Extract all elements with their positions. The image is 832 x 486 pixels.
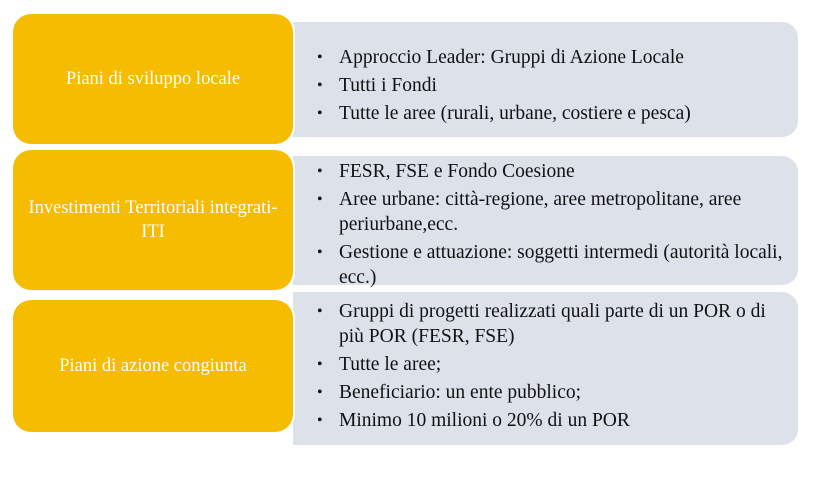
bullet-icon: • [317, 244, 323, 261]
bullet-icon: • [317, 303, 323, 320]
list-item: • Aree urbane: città-regione, aree metropolitane, aree periurbane,ecc. [317, 189, 742, 235]
category-title: Piani di azione congiunta [59, 356, 247, 376]
bullet-list [315, 159, 790, 290]
details-panel [293, 156, 798, 288]
category-box [13, 300, 293, 432]
list-item: • FESR, FSE e Fondo Coesione [317, 161, 575, 182]
list-item: • Gruppi di progetti realizzati quali parte di un POR o di più POR (FESR, FSE) [317, 301, 766, 347]
bullet-icon: • [317, 356, 323, 373]
bullet-list [315, 299, 790, 433]
row-local-development-plans [0, 14, 832, 144]
bullet-icon: • [317, 105, 323, 122]
bullet-icon: • [317, 384, 323, 401]
list-item: • Tutte le aree; [317, 354, 442, 375]
bullet-icon: • [317, 77, 323, 94]
category-box [13, 14, 293, 144]
list-item: • Approccio Leader: Gruppi di Azione Locale [317, 47, 684, 68]
details-panel [293, 292, 798, 445]
category-box [13, 150, 293, 290]
list-item: • Tutte le aree (rurali, urbane, costiere e pesca) [317, 103, 691, 124]
bullet-icon: • [317, 412, 323, 429]
bullet-icon: • [317, 191, 323, 208]
details-panel [293, 22, 798, 137]
bullet-icon: • [317, 49, 323, 66]
row-joint-action-plans [0, 300, 832, 440]
list-item: • Minimo 10 milioni o 20% di un POR [317, 410, 630, 431]
category-title: Investimenti Territoriali integrati-ITI [28, 198, 278, 242]
list-item: • Gestione e attuazione: soggetti intermedi (autorità locali, ecc.) [317, 242, 783, 288]
category-title: Piani di sviluppo locale [65, 69, 241, 89]
bullet-icon: • [317, 163, 323, 180]
list-item: • Tutti i Fondi [317, 75, 437, 96]
bullet-list [315, 45, 790, 126]
row-integrated-territorial-investments [0, 150, 832, 290]
list-item: • Beneficiario: un ente pubblico; [317, 382, 582, 403]
